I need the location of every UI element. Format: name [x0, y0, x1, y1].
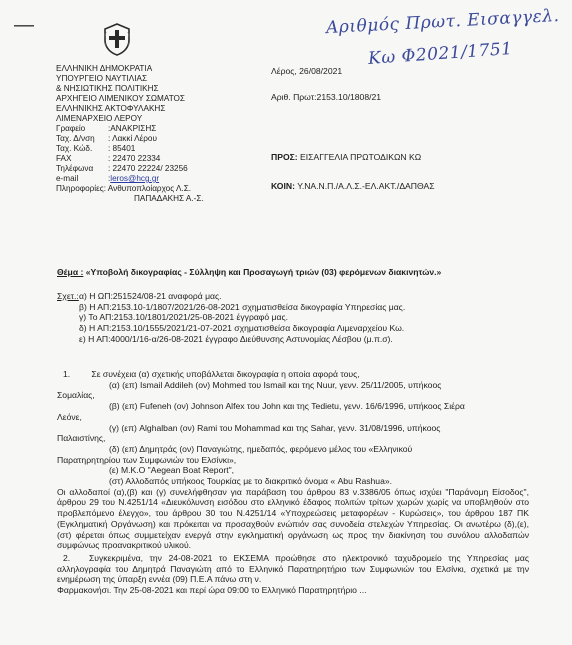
recipient-to [271, 152, 421, 163]
header-line: ΥΠΟΥΡΓΕΙΟ ΝΑΥΤΙΛΙΑΣ [56, 74, 148, 83]
party-a: (α) (επ) Ismail Addileh (ον) Mohmed του Ismail και της Nuur, γενν. 25/11/2005, υπήκοος [109, 379, 442, 390]
phone-label: Τηλέφωνα [56, 164, 94, 173]
references-block [57, 291, 405, 345]
recipient-cc [271, 181, 435, 192]
header-line: ΕΛΛΗΝΙΚΗ ΔΗΜΟΚΡΑΤΙΑ [56, 64, 153, 73]
header-line: ΛΙΜΕΝΑΡΧΕΙΟ ΛΕΡΟΥ [56, 114, 143, 123]
reference-item: α) Η ΩΠ:251524/08-21 αναφορά μας. [79, 291, 222, 301]
info-line-2: ΠΑΠΑΔΑΚΗΣ Α.-Σ. [134, 194, 204, 203]
email-label: e-mail [56, 174, 79, 183]
header-line: ΑΡΧΗΓΕΙΟ ΛΙΜΕΝΙΚΟΥ ΣΩΜΑΤΟΣ [56, 94, 185, 103]
postcode-label: Ταχ. Κώδ. [56, 144, 93, 153]
party-b: (β) (επ) Fufeneh (ον) Johnson Alfex του John και της Tedietu, γενν. 16/6/1996, υπήκοος Σιέρα [109, 401, 465, 412]
contact-row-address [56, 134, 204, 144]
department-value: :ΑΝΑΚΡΙΣΗΣ [108, 124, 157, 133]
coat-of-arms-emblem [102, 22, 132, 61]
reference-item: γ) Το ΑΠ:2153.10/1801/2021/25-08-2021 έγγραφό μας. [79, 312, 288, 323]
party-c-cont: Παλαιστίνης, [57, 433, 106, 444]
corner-dash: — [14, 14, 34, 36]
paragraph-1-number: 1. [63, 369, 71, 379]
department-label: Γραφείο [56, 124, 86, 133]
email-link[interactable]: leros@hcg.gr [110, 174, 160, 183]
sender-header [56, 64, 185, 124]
reference-item: β) Η ΑΠ:2153.10-1/1807/2021/26-08-2021 σχηματισθείσα δικογραφία Υπηρεσίας μας. [79, 301, 406, 312]
party-a-cont: Σομαλίας, [57, 390, 95, 401]
header-line: ΕΛΛΗΝΙΚΗΣ ΑΚΤΟΦΥΛΑΚΗΣ [56, 104, 166, 113]
contact-row-email [56, 174, 204, 184]
contact-block [56, 124, 204, 204]
party-d-cont: Παρατηρητηρίου των Συμφωνιών του Ελσίνκι», [57, 454, 237, 465]
contact-row-department [56, 124, 204, 134]
paragraph-2-number: 2. [63, 552, 71, 563]
party-f: (στ) Αλλοδαπός υπήκοος Τουρκίας με το διακριτικό όνομα « Abu Rashua». [109, 476, 393, 487]
cc-label: ΚΟΙΝ: [271, 181, 295, 191]
info-line-1: Πληροφορίες: Ανθυποπλοίαρχος Λ.Σ. [56, 184, 192, 193]
contact-row-phone [56, 164, 204, 174]
to-value: ΕΙΣΑΓΓΕΛΙΑ ΠΡΩΤΟΔΙΚΩΝ ΚΩ [300, 152, 422, 162]
document-date: Λέρος, 26/08/2021 [271, 66, 343, 76]
protocol-number: Αριθ. Πρωτ:2153.10/1808/21 [271, 92, 382, 102]
body-section [57, 369, 529, 596]
party-e: (ε) Μ.Κ.Ο "Aegean Boat Report", [109, 465, 235, 476]
party-d: (δ) (επ) Δημητράς (ον) Παναγιώτης, ημεδαπός, φερόμενο μέλος του «Ελληνικού [109, 443, 413, 454]
address-value: : Λακκί Λέρου [108, 134, 157, 143]
fax-value: : 22470 22334 [108, 154, 161, 163]
subject-label: Θέμα : [57, 267, 84, 277]
phone-value: : 22470 22224/ 23256 [108, 164, 188, 173]
subject-line [57, 267, 441, 278]
subject-text: «Υποβολή δικογραφίας - Σύλληψη και Προσαγωγή τριών (03) φερόμενων διακινητών.» [85, 267, 442, 277]
party-c: (γ) (επ) Alghalban (ον) Rami του Mohammad και της Sahar, γενν. 31/08/1996, υπήκοος [109, 422, 441, 433]
reference-item: ε) Η ΑΠ:4000/1/16-α/26-08-2021 έγγραφο Διεύθυνσης Αστυνομίας Λέσβου (μ.π.σ). [79, 333, 393, 344]
address-label: Ταχ. Δ/νση [56, 134, 95, 143]
paragraph-2: 2. Συγκεκριμένα, την 24-08-2021 το ΕΚΣΕΜΑ προώθησε στο ηλεκτρονικό ταχυδρομείο της Υπηρεσίας μας αλληλογραφία του Δημητρά Παναγιώτη από το Ελληνικό Παρατηρητήριο των Συμφωνιών του Ελσίνκι, σχετικά με την ενημέρωση της ύπαρξη εννέα (09) Π.Ε.Α πάνω στη ν. [57, 552, 529, 585]
handwritten-note-line2: Κω Φ2021/1751 [367, 38, 514, 70]
postcode-value: : 85401 [108, 144, 136, 153]
contact-row-fax [56, 154, 204, 164]
paragraph-1-continued: Οι αλλοδαποί (α),(β) και (γ) συνελήφθησαν για παράβαση του άρθρου 83 ν.3386/05 όπως ισχύει "Παράνομη Είσοδος", άρθρου 29 του Ν.4251/14 «Διευκόλυνση εισόδου στο ελληνικό έδαφος πολιτών τρίτων χωρών χωρίς να υποβληθούν στο προβλεπόμενο έλεγχο», του άρθρου 30 του Ν.4251/14 «Υποχρεώσεις μεταφορέων - Κυρώσεις», του άρθρου 187 ΠΚ (Εγκληματική Οργάνωση) και πρόκειται να προσαχθούν ενώπιόν σας συνοδεία στελεχών Υπηρεσίας. Οι ανωτέρω (δ),(ε),(στ) φέρεται όπως συμμετείχαν ενεργά στην εγκληματική οργάνωση ως προς την διακίνηση του συνόλου αλλοδαπών συμφώνως προανακριτικού υλικού. [57, 486, 529, 551]
references-label: Σχετ.: [57, 291, 79, 301]
paragraph-2-last-line: Φαρμακονήσι. Την 25-08-2021 και περί ώρα 09:00 το Ελληνικό Παρατηρητήριο ... [57, 585, 367, 596]
cc-value: Υ.ΝΑ.Ν.Π./Α.Λ.Σ.-ΕΛ.ΑΚΤ./ΔΑΠΘΑΣ [297, 181, 435, 191]
handwritten-note-line1: Αριθμός Πρωτ. Εισαγγελ. [325, 5, 560, 39]
to-label: ΠΡΟΣ: [271, 152, 298, 162]
fax-label: FAX [56, 154, 72, 163]
header-line: & ΝΗΣΙΩΤΙΚΗΣ ΠΟΛΙΤΙΚΗΣ [56, 84, 159, 93]
reference-item: δ) Η ΑΠ:2153.10/1555/2021/21-07-2021 σχηματισθείσα δικογραφία Λιμεναρχείου Κω. [79, 323, 405, 334]
contact-row-postcode [56, 144, 204, 154]
email-prefix: : [108, 174, 111, 183]
paragraph-1-intro: 1. Σε συνέχεια (α) σχετικής υποβάλλεται δικογραφία η οποία αφορά τους, [57, 369, 529, 380]
party-b-cont: Λεόνε, [57, 411, 82, 422]
